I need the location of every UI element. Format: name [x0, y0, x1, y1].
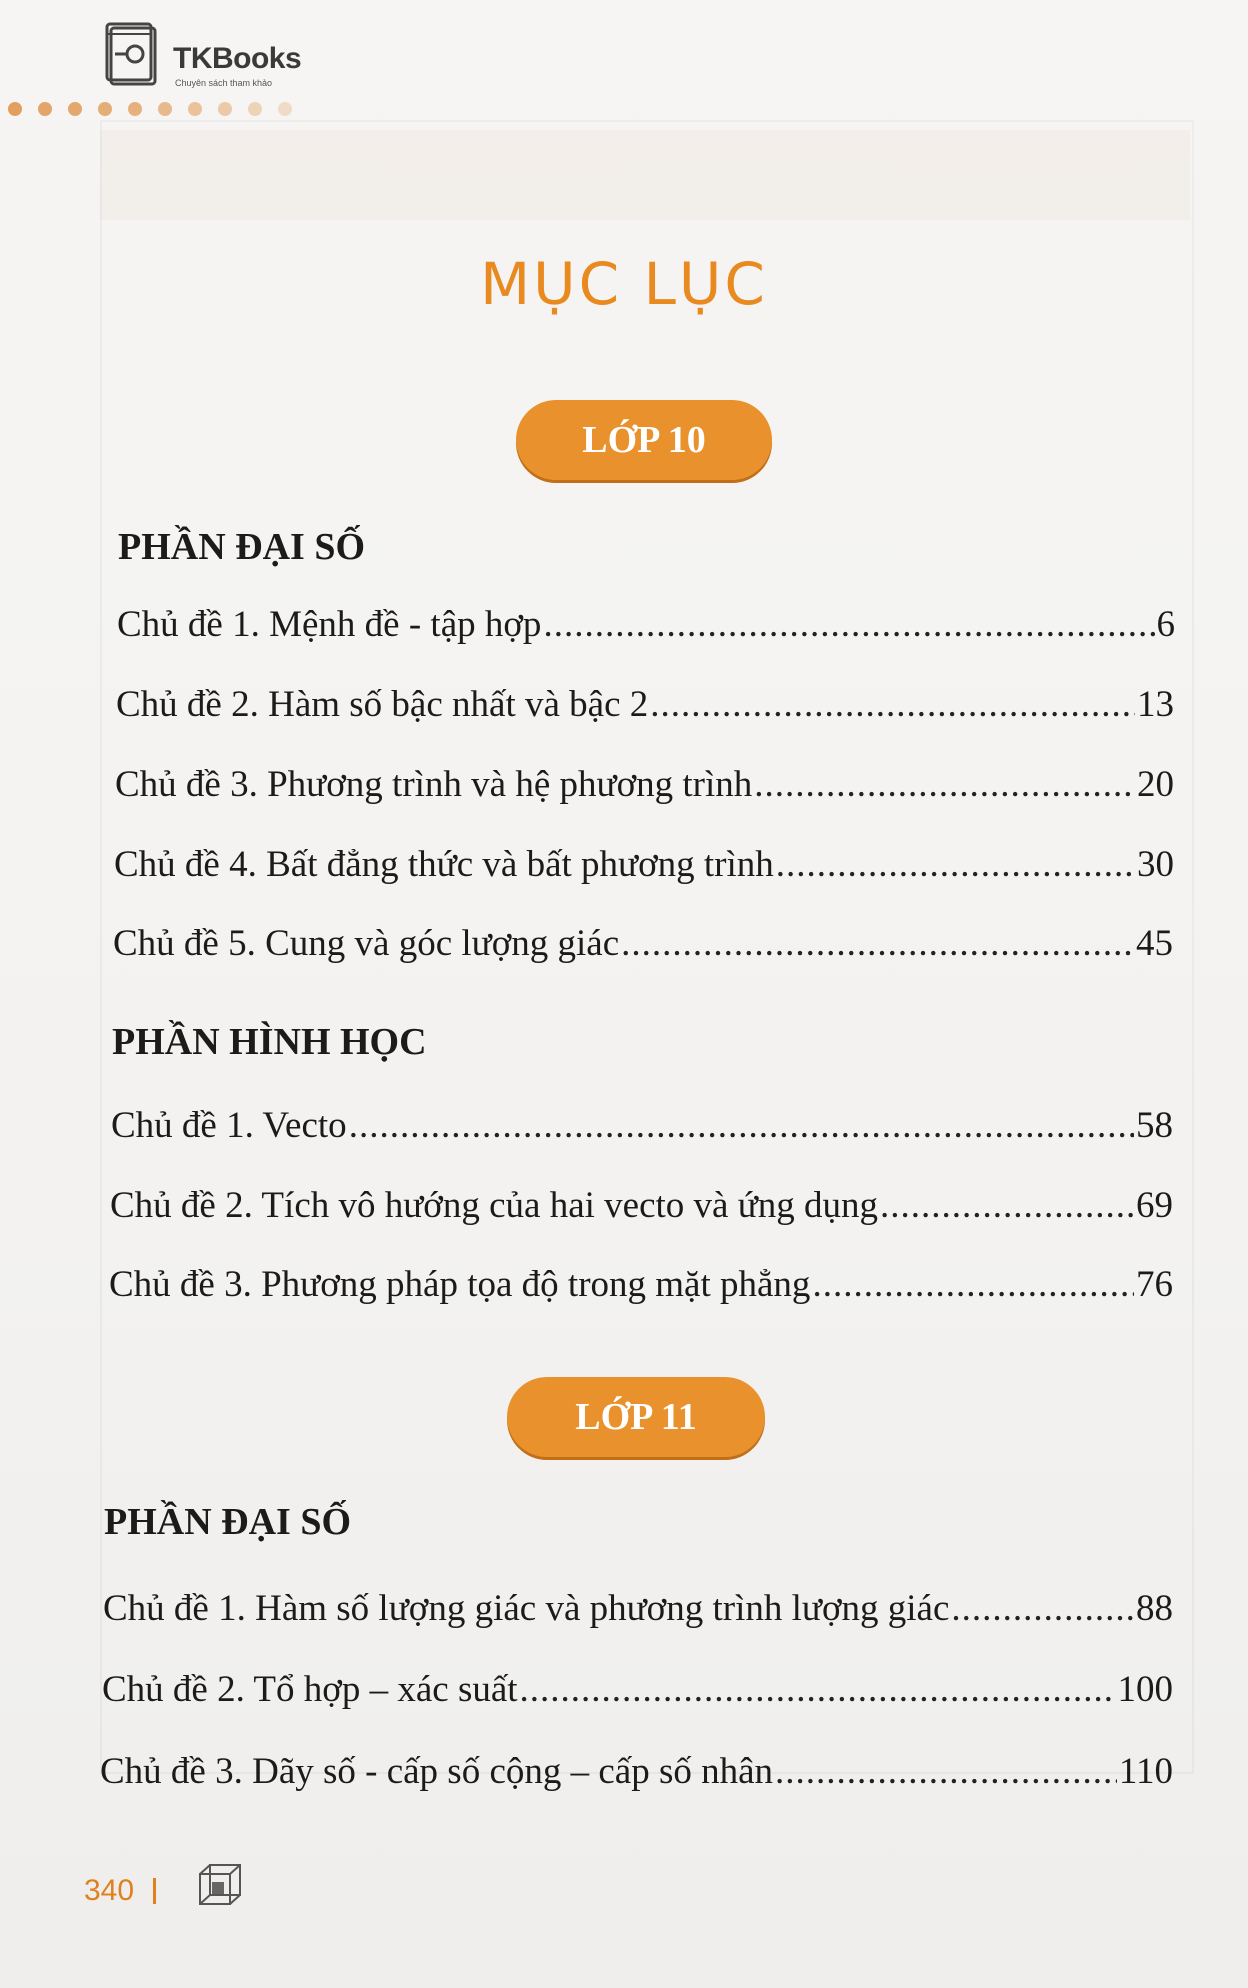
toc-entry-page: 100	[1117, 1669, 1173, 1710]
dot	[158, 102, 172, 116]
dot	[128, 102, 142, 116]
toc-leader	[880, 1184, 1134, 1227]
toc-leader	[349, 1104, 1134, 1147]
toc-entry[interactable]	[102, 1668, 1173, 1718]
toc-entry-page: 69	[1136, 1185, 1173, 1226]
toc-entry-label: Chủ đề 2. Tổ hợp – xác suất	[102, 1669, 518, 1710]
brand-tagline: Chuyên sách tham khảo	[175, 78, 273, 88]
toc-leader	[543, 603, 1154, 646]
toc-leader	[951, 1587, 1134, 1630]
toc-entry[interactable]	[115, 763, 1174, 813]
toc-entry-page: 13	[1137, 684, 1174, 725]
toc-entry-label: Chủ đề 3. Phương pháp tọa độ trong mặt phẳng	[109, 1264, 811, 1305]
toc-entry-label: Chủ đề 2. Hàm số bậc nhất và bậc 2	[116, 684, 649, 725]
toc-entry-label: Chủ đề 3. Phương trình và hệ phương trình	[115, 764, 753, 805]
toc-entry-label: Chủ đề 5. Cung và góc lượng giác	[113, 923, 620, 964]
dot	[38, 102, 52, 116]
footer-divider	[153, 1878, 156, 1904]
toc-entry[interactable]	[100, 1750, 1173, 1800]
toc-entry-page: 45	[1136, 923, 1173, 964]
toc-entry-label: Chủ đề 1. Vecto	[111, 1105, 347, 1146]
grade-badge-11: LỚP 11	[507, 1377, 765, 1457]
toc-leader	[520, 1668, 1116, 1711]
show-through-band	[100, 130, 1190, 220]
toc-entry-label: Chủ đề 3. Dãy số - cấp số cộng – cấp số nhân	[100, 1751, 774, 1792]
decorative-dots	[8, 102, 308, 118]
toc-entry-page: 20	[1137, 764, 1174, 805]
toc-leader	[621, 922, 1134, 965]
toc-entry[interactable]	[103, 1587, 1173, 1637]
dot	[278, 102, 292, 116]
toc-leader	[776, 843, 1135, 886]
brand-name: TKBooks	[173, 42, 302, 75]
dot	[248, 102, 262, 116]
toc-entry-page: 30	[1137, 844, 1174, 885]
page-number: 340	[84, 1874, 135, 1907]
toc-entry[interactable]	[114, 843, 1174, 893]
dot	[188, 102, 202, 116]
brand-header	[105, 18, 505, 98]
toc-entry-page: 58	[1136, 1105, 1173, 1146]
dot	[68, 102, 82, 116]
toc-leader	[650, 683, 1135, 726]
toc-entry-page: 6	[1156, 604, 1175, 645]
toc-leader	[775, 1750, 1117, 1793]
section-heading: PHẦN HÌNH HỌC	[112, 1021, 427, 1063]
toc-entry-page: 110	[1118, 1751, 1173, 1792]
dot	[98, 102, 112, 116]
toc-leader	[812, 1263, 1134, 1306]
toc-entry-page: 88	[1136, 1588, 1173, 1629]
toc-entry-label: Chủ đề 1. Hàm số lượng giác và phương trình lượng giác	[103, 1588, 950, 1629]
toc-entry[interactable]	[117, 603, 1175, 653]
toc-leader	[754, 763, 1135, 806]
toc-entry-label: Chủ đề 4. Bất đẳng thức và bất phương trình	[114, 844, 774, 885]
toc-entry[interactable]	[110, 1184, 1173, 1234]
toc-entry[interactable]	[109, 1263, 1173, 1313]
toc-entry[interactable]	[116, 683, 1174, 733]
dot	[8, 102, 22, 116]
toc-entry-page: 76	[1136, 1264, 1173, 1305]
toc-entry[interactable]	[113, 922, 1173, 972]
page-title: MỤC LỤC	[480, 250, 768, 318]
section-heading: PHẦN ĐẠI SỐ	[118, 526, 366, 568]
section-heading: PHẦN ĐẠI SỐ	[104, 1501, 352, 1543]
toc-entry-label: Chủ đề 1. Mệnh đề - tập hợp	[117, 604, 542, 645]
grade-badge-10: LỚP 10	[516, 400, 772, 480]
dot	[218, 102, 232, 116]
toc-entry-label: Chủ đề 2. Tích vô hướng của hai vecto và ứng dụng	[110, 1185, 879, 1226]
book-icon	[105, 22, 163, 90]
cube-icon	[196, 1862, 246, 1908]
toc-entry[interactable]	[111, 1104, 1173, 1154]
